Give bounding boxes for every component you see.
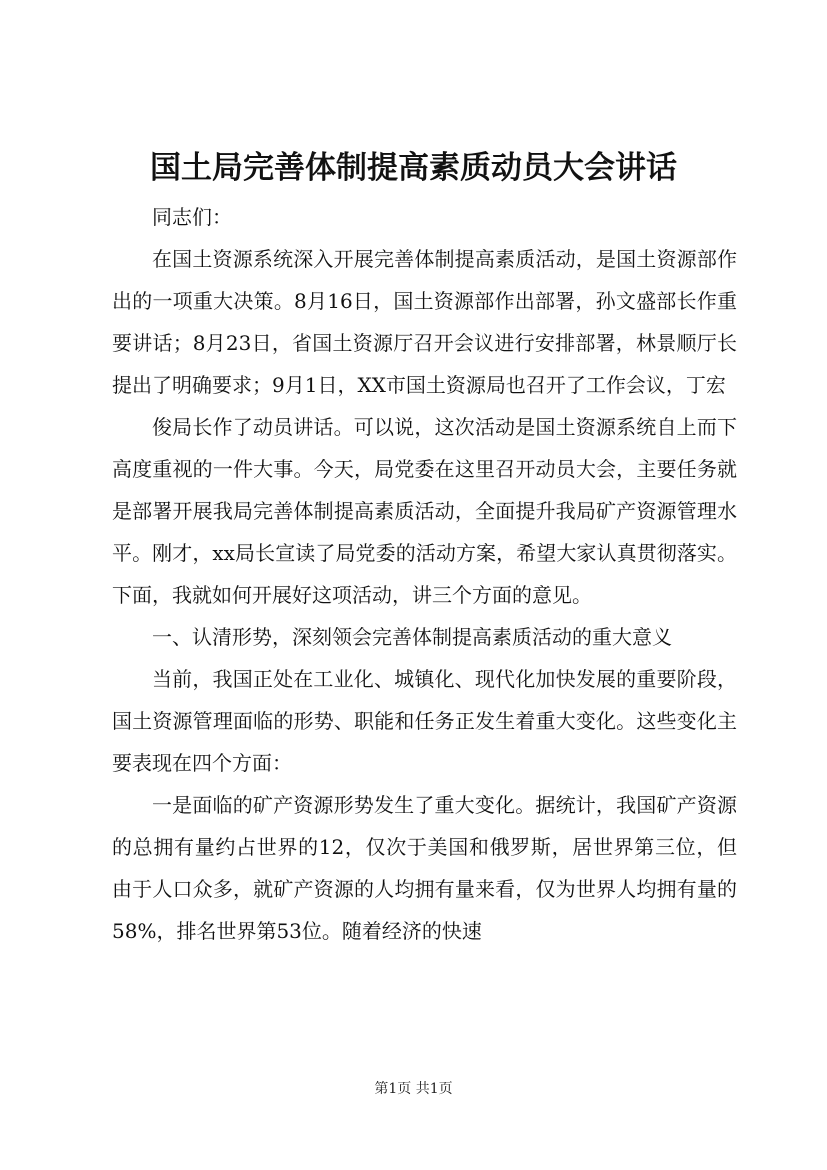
- section-heading: 一、认清形势，深刻领会完善体制提高素质活动的重大意义: [152, 625, 672, 649]
- paragraph-salutation: 同志们：: [152, 205, 232, 229]
- document-body: [112, 196, 737, 952]
- paragraph: 当前，我国正处在工业化、城镇化、现代化加快发展的重要阶段，国土资源管理面临的形势、职能和任务正发生着重大变化。这些变化主要表现在四个方面：: [112, 667, 737, 775]
- paragraph: 一是面临的矿产资源形势发生了重大变化。据统计，我国矿产资源的总拥有量约占世界的12，仅次于美国和俄罗斯，居世界第三位，但由于人口众多，就矿产资源的人均拥有量来看，仅为世界人均拥有量的58%，排名世界第53位。随着经济的快速: [112, 793, 737, 943]
- paragraph: 俊局长作了动员讲话。可以说，这次活动是国土资源系统自上而下高度重视的一件大事。今天，局党委在这里召开动员大会，主要任务就是部署开展我局完善体制提高素质活动，全面提升我局矿产资源管理水平。刚才，xx局长宣读了局党委的活动方案，希望大家认真贯彻落实。下面，我就如何开展好这项活动，讲三个方面的意见。: [112, 415, 737, 607]
- paragraph: 在国土资源系统深入开展完善体制提高素质活动，是国土资源部作出的一项重大决策。8月16日，国土资源部作出部署，孙文盛部长作重要讲话；8月23日，省国土资源厅召开会议进行安排部署，林景顺厅长提出了明确要求；9月1日，XX市国土资源局也召开了工作会议，丁宏: [112, 247, 737, 397]
- document-title: 国土局完善体制提高素质动员大会讲话: [150, 150, 677, 186]
- page-footer: 第1页 共1页: [374, 1081, 453, 1097]
